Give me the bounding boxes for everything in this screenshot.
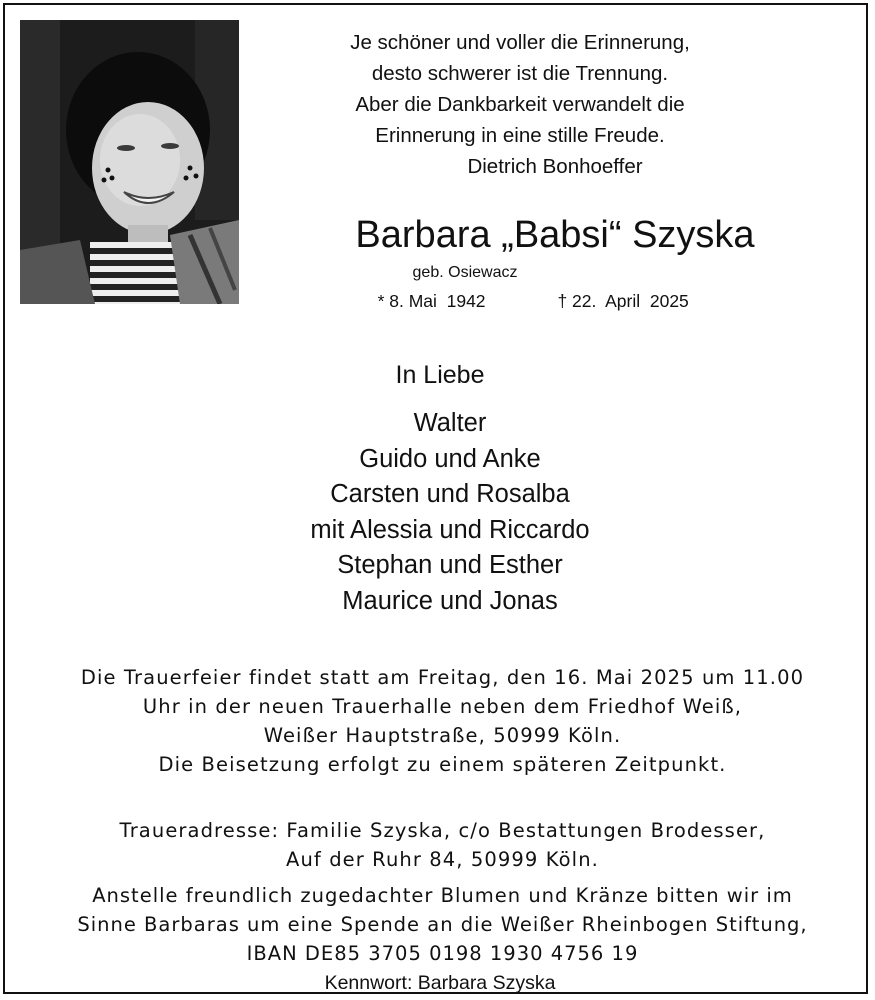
mourner-name: mit Alessia und Riccardo (310, 515, 590, 544)
donation-iban: IBAN DE85 3705 0198 1930 4756 19 (246, 942, 639, 965)
funeral-service-info (17, 663, 868, 779)
service-line: Weißer Hauptstraße, 50999 Köln. (263, 724, 622, 747)
birth-date: * 8. Mai 1942 (377, 291, 486, 311)
quote-line: Erinnerung in eine stille Freude. (375, 124, 665, 147)
quote-line: Je schöner und voller die Erinnerung, (350, 31, 690, 54)
address-line: Auf der Ruhr 84, 50999 Köln. (286, 848, 599, 871)
mourner-name: Walter (413, 409, 487, 437)
maiden-name: geb. Osiewacz (412, 264, 518, 281)
in-love-heading: In Liebe (395, 361, 485, 389)
life-dates (240, 288, 870, 314)
mourner-name: Guido und Anke (359, 444, 541, 473)
mourner-name: Carsten und Rosalba (330, 480, 570, 508)
obituary-frame (3, 3, 868, 994)
mourner-name: Stephan und Esther (337, 551, 563, 579)
portrait-photo (20, 20, 239, 304)
service-line: Die Trauerfeier findet statt am Freitag, den 16. Mai 2025 um 11.00 (80, 666, 805, 689)
mourner-name: Maurice und Jonas (342, 586, 558, 615)
donation-line: Sinne Barbaras um eine Spende an die Weißer Rheinbogen Stiftung, (77, 913, 808, 936)
donation-request (17, 881, 868, 968)
service-line: Die Beisetzung erfolgt zu einem späteren Zeitpunkt. (158, 753, 727, 776)
mourning-address (17, 816, 868, 874)
mourners-list (185, 406, 715, 619)
death-date: † 22. April 2025 (557, 291, 689, 311)
donation-line: Anstelle freundlich zugedachter Blumen und Kränze bitten wir im (92, 884, 793, 907)
bonhoeffer-quote (240, 27, 800, 182)
deceased-name: Barbara „Babsi“ Szyska (355, 214, 755, 256)
service-line: Uhr in der neuen Trauerhalle neben dem Friedhof Weiß, (142, 695, 743, 718)
quote-line: desto schwerer ist die Trennung. (371, 62, 669, 85)
quote-line: Aber die Dankbarkeit verwandelt die (355, 93, 685, 116)
quote-author: Dietrich Bonhoeffer (467, 155, 643, 178)
donation-keyword: Kennwort: Barbara Szyska (324, 972, 556, 994)
address-line: Traueradresse: Familie Szyska, c/o Bestattungen Brodesser, (119, 819, 766, 842)
